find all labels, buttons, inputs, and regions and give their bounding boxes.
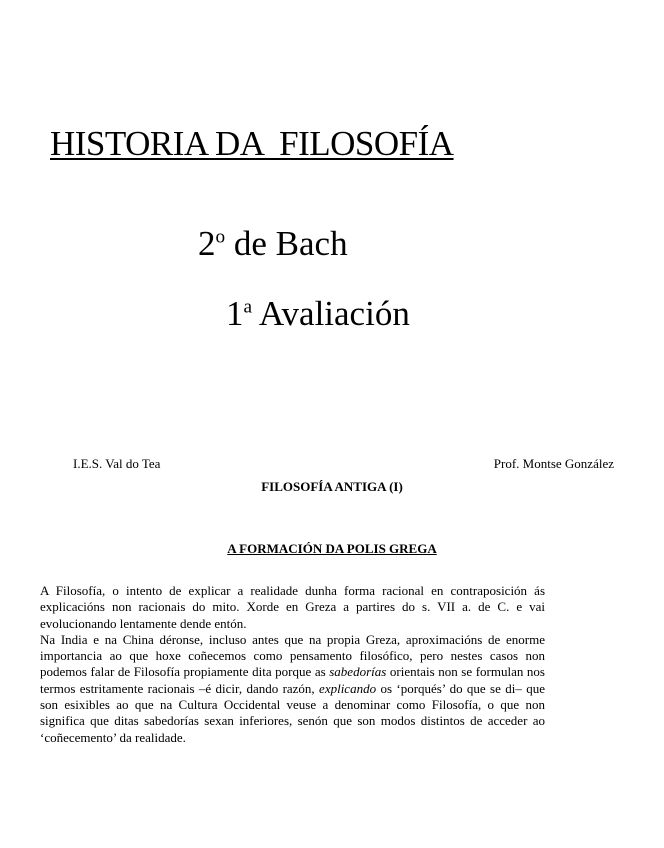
term-name: Avaliación	[252, 294, 410, 333]
course-ordinal: o	[215, 226, 226, 248]
school-name: I.E.S. Val do Tea	[73, 456, 161, 471]
paragraph-2-italic-2: explicando	[319, 680, 377, 696]
paragraph-2-part-1: Na India e na China déronse, incluso antes que na propia Greza, aproximacións de enorme importancia ao que hoxe coñecemos como pensamento filosófico, pero nestes casos non podemos falar de Filosofía propiamente dita porque as	[40, 631, 545, 680]
term-number: 1	[226, 294, 244, 333]
paragraph-2-part-3: os ‘porqués’ do que se di– que son esixibles ao que na Cultura Occidental veuse a denominar como Filosofía, o que non significa que ditas sabedorías sexan inferiores, senón que son modos distintos de acceder ao ‘coñecemento’ da realidade.	[40, 680, 545, 745]
body-text	[40, 583, 545, 746]
document-title: HISTORIA DA FILOSOFÍA	[50, 124, 454, 163]
paragraph-2	[40, 632, 545, 746]
course-level	[198, 224, 348, 264]
term-label	[226, 294, 410, 334]
paragraph-2-italic-1: sabedorías	[329, 664, 387, 680]
section-heading: FILOSOFÍA ANTIGA (I)	[261, 479, 403, 494]
paragraph-1: A Filosofía, o intento de explicar a realidade dunha forma racional en contraposición ás explicacións non racionais do mito. Xorde en Greza a partires do s. VII a. de C. e vai evolucionando lentamente dende entón.	[40, 583, 545, 631]
course-number: 2	[198, 224, 216, 263]
paragraph-2-part-2: orientais non se formulan nos termos estritamente racionais –é dicir, dando razón,	[40, 664, 545, 696]
term-ordinal: a	[243, 296, 253, 318]
course-label: de Bach	[225, 224, 348, 263]
teacher-name: Prof. Montse González	[493, 456, 614, 471]
article-heading: A FORMACIÓN DA POLIS GREGA	[227, 541, 437, 556]
